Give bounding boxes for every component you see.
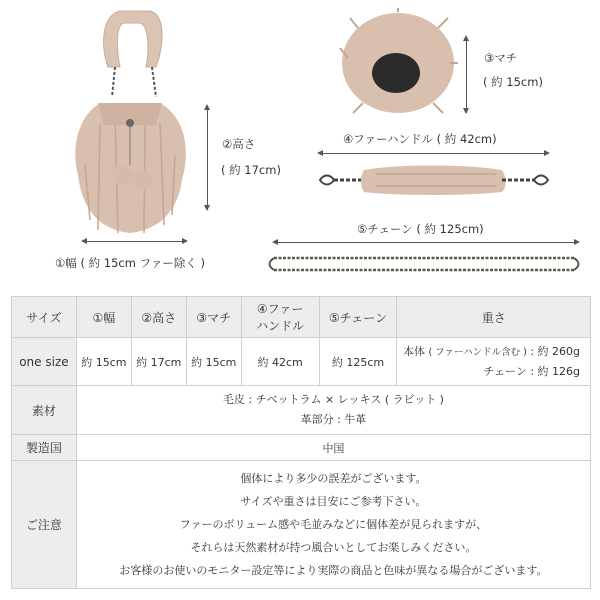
header-weight: 重さ	[397, 297, 591, 338]
note-line: それらは天然素材が持つ風合いとしてお楽しみください。	[190, 541, 477, 554]
height-arrow-up-icon	[204, 104, 210, 110]
notes-value	[76, 461, 590, 589]
row-chain: 約 125cm	[319, 338, 397, 386]
chain-arrow	[275, 242, 576, 243]
gusset-arrow	[466, 38, 467, 113]
weight-body-label: 本体	[403, 345, 426, 358]
height-value: ( 約 17cm)	[221, 163, 281, 177]
material-label: 素材	[12, 386, 77, 435]
row-size: one size	[12, 338, 77, 386]
table-header-row	[12, 297, 591, 338]
handle-label: ④ファーハンドル ( 約 42cm)	[343, 132, 497, 146]
header-fur-handle-line2: ハンドル	[256, 319, 305, 333]
width-arrow-right-icon	[182, 238, 188, 244]
row-height: 約 17cm	[131, 338, 186, 386]
handle-arrow-right-icon	[544, 150, 550, 156]
gusset-arrow-down-icon	[463, 108, 469, 114]
material-row	[12, 386, 591, 435]
material-value	[76, 386, 590, 435]
handle-arrow-left-icon	[317, 150, 323, 156]
header-chain: ⑤チェーン	[319, 297, 397, 338]
chain-label: ⑤チェーン ( 約 125cm)	[357, 222, 484, 236]
handle-arrow	[320, 153, 546, 154]
note-line: サイズや重さは目安にご参考下さい。	[240, 495, 427, 508]
notes-label: ご注意	[12, 461, 77, 589]
chain-picture	[266, 250, 582, 278]
row-width: 約 15cm	[76, 338, 131, 386]
bucket-bag-picture	[60, 5, 200, 240]
width-label: ①幅 ( 約 15cm ファー除く )	[55, 256, 205, 270]
height-arrow-down-icon	[204, 205, 210, 211]
header-fur-handle	[241, 297, 319, 338]
weight-chain: チェーン : 約 126g	[483, 365, 580, 378]
gusset-arrow-up-icon	[463, 35, 469, 41]
origin-value: 中国	[76, 435, 590, 461]
width-arrow	[84, 241, 185, 242]
notes-row	[12, 461, 591, 589]
note-line: ファーのボリューム感や毛並みなどに個体差が見られますが、	[179, 518, 488, 531]
row-gusset: 約 15cm	[186, 338, 241, 386]
gusset-label: ③マチ	[484, 51, 518, 65]
note-line: 個体により多少の誤差がございます。	[240, 472, 427, 485]
header-height: ②高さ	[131, 297, 186, 338]
header-size: サイズ	[12, 297, 77, 338]
gusset-value: ( 約 15cm)	[483, 75, 543, 89]
width-arrow-left-icon	[81, 238, 87, 244]
chain-arrow-left-icon	[272, 239, 278, 245]
header-fur-handle-line1: ④ファー	[256, 302, 304, 316]
height-arrow	[207, 107, 208, 210]
origin-label: 製造国	[12, 435, 77, 461]
chain-arrow-right-icon	[574, 239, 580, 245]
note-line: お客様のお使いのモニター設定等により実際の商品と色味が異なる場合がございます。	[119, 564, 548, 577]
row-weight	[397, 338, 591, 386]
weight-body-note: ( ファーハンドル含む )	[428, 347, 527, 358]
spec-table	[11, 296, 591, 589]
height-label: ②高さ	[222, 137, 256, 151]
header-width: ①幅	[76, 297, 131, 338]
header-gusset: ③マチ	[186, 297, 241, 338]
product-figure-area	[0, 0, 600, 290]
table-row	[12, 338, 591, 386]
material-line1: 毛皮 : チベットラム × レッキス ( ラビット )	[222, 393, 444, 406]
fur-handle-picture	[316, 162, 552, 198]
weight-body-value: : 約 260g	[530, 345, 580, 358]
row-fur-handle: 約 42cm	[241, 338, 319, 386]
origin-row	[12, 435, 591, 461]
bag-top-view-picture	[338, 8, 458, 118]
material-line2: 革部分 : 牛革	[300, 413, 367, 426]
